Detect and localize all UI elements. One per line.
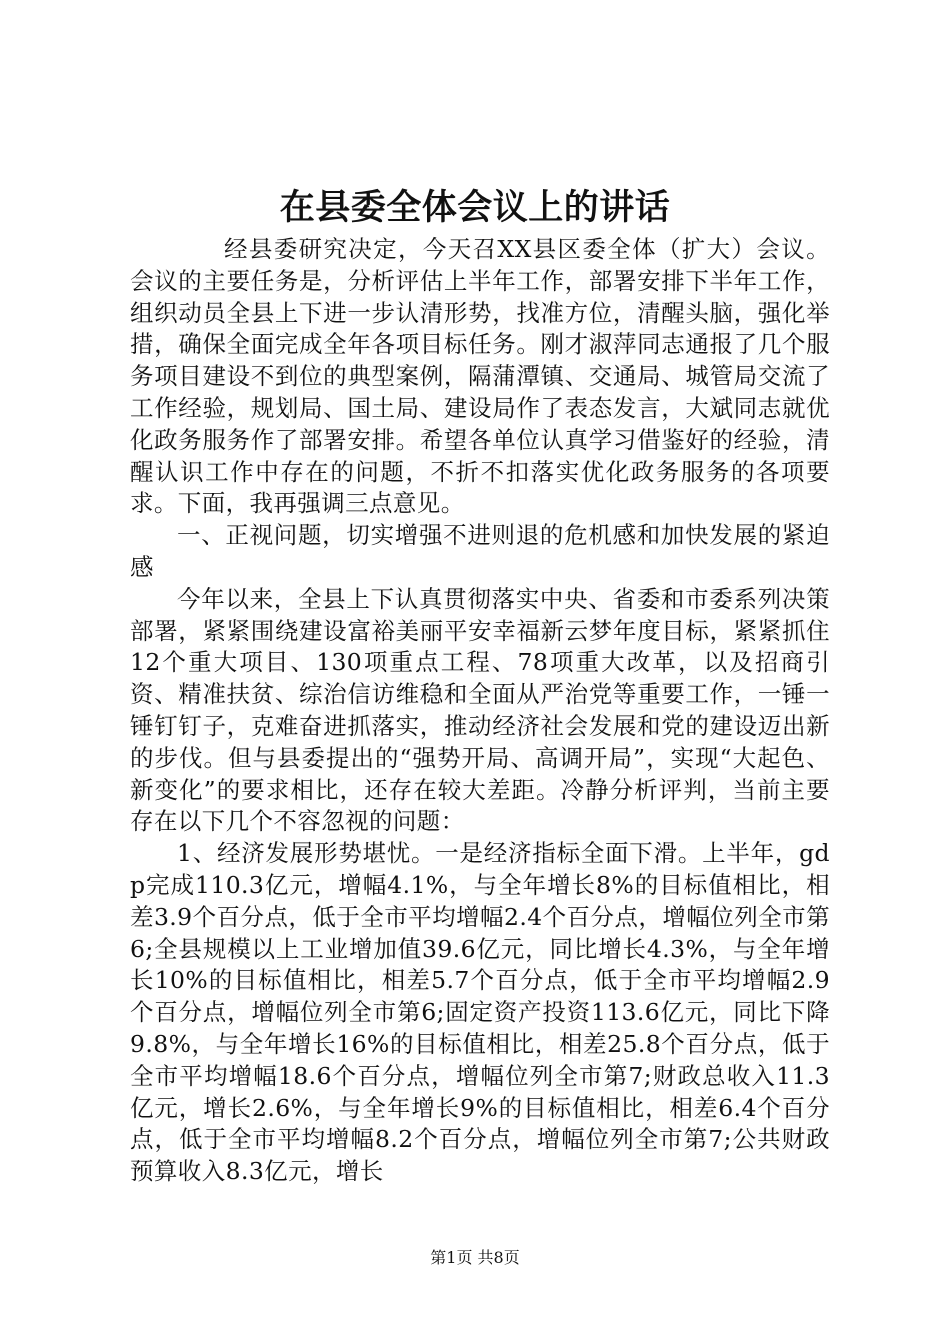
section-heading-1: 一、正视问题，切实增强不进则退的危机感和加快发展的紧迫感	[130, 521, 830, 581]
page-number: 第1页 共8页	[430, 1248, 520, 1267]
paragraph-intro: 经县委研究决定，今天召XX县区委全体（扩大）会议。会议的主要任务是，分析评估上半年工作，部署安排下半年工作，组织动员全县上下进一步认清形势，找准方位，清醒头脑，强化举措，确保全面完成全年各项目标任务。刚才淑萍同志通报了几个服务项目建设不到位的典型案例，隔蒲潭镇、交通局、城管局交流了工作经验，规划局、国土局、建设局作了表态发言，大斌同志就优化政务服务作了部署安排。希望各单位认真学习借鉴好的经验，清醒认识工作中存在的问题，不折不扣落实优化政务服务的各项要求。下面，我再强调三点意见。	[130, 235, 830, 518]
document-title: 在县委全体会议上的讲话	[279, 187, 671, 228]
document-body	[130, 234, 830, 1188]
paragraph-economy: 1、经济发展形势堪忧。一是经济指标全面下滑。上半年，gdp完成110.3亿元，增幅4.1%，与全年增长8%的目标值相比，相差3.9个百分点，低于全市平均增幅2.4个百分点，增幅位列全市第6;全县规模以上工业增加值39.6亿元，同比增长4.3%，与全年增长10%的目标值相比，相差5.7个百分点，低于全市平均增幅2.9个百分点，增幅位列全市第6;固定资产投资113.6亿元，同比下降9.8%，与全年增长16%的目标值相比，相差25.8个百分点，低于全市平均增幅18.6个百分点，增幅位列全市第7;财政总收入11.3亿元，增长2.6%，与全年增长9%的目标值相比，相差6.4个百分点，低于全市平均增幅8.2个百分点，增幅位列全市第7;公共财政预算收入8.3亿元，增长	[130, 839, 830, 1186]
paragraph-overview: 今年以来，全县上下认真贯彻落实中央、省委和市委系列决策部署，紧紧围绕建设富裕美丽平安幸福新云梦年度目标，紧紧抓住12个重大项目、130项重点工程、78项重大改革，以及招商引资、精准扶贫、综治信访维稳和全面从严治党等重要工作，一锤一锤钉钉子，克难奋进抓落实，推动经济社会发展和党的建设迈出新的步伐。但与县委提出的“强势开局、高调开局”，实现“大起色、新变化”的要求相比，还存在较大差距。冷静分析评判，当前主要存在以下几个不容忽视的问题：	[130, 584, 830, 836]
